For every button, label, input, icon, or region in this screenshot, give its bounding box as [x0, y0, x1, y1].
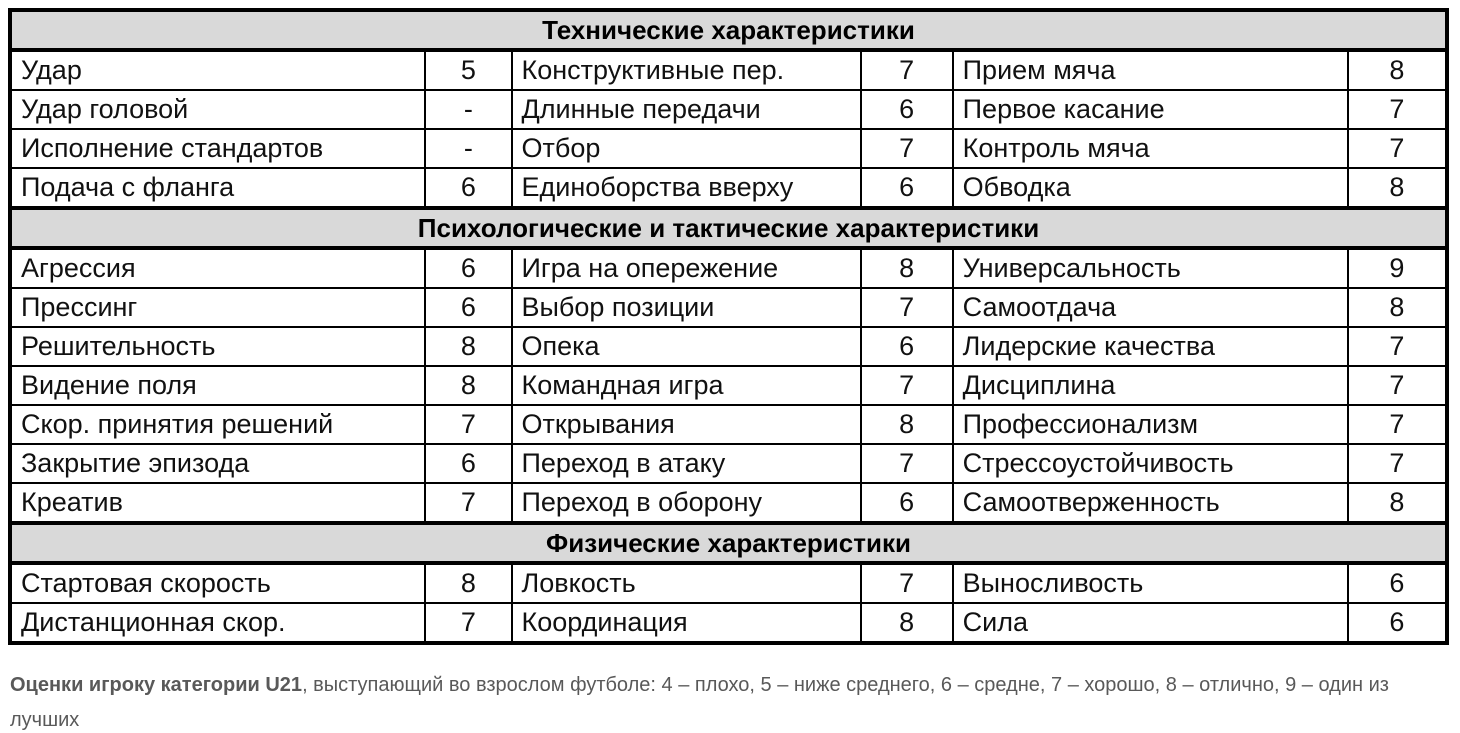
attribute-value: 8	[425, 563, 511, 603]
attribute-value: 7	[861, 129, 953, 168]
attribute-label: Дисциплина	[953, 366, 1348, 405]
attribute-value: 8	[861, 248, 953, 288]
attribute-label: Стрессоустойчивость	[953, 444, 1348, 483]
attribute-value: 6	[1348, 603, 1447, 643]
section-title: Технические характеристики	[10, 10, 1447, 50]
attribute-value: 8	[1348, 168, 1447, 208]
attribute-value: 7	[425, 603, 511, 643]
attribute-label: Контроль мяча	[953, 129, 1348, 168]
attribute-value: 6	[425, 288, 511, 327]
attribute-value: 8	[1348, 483, 1447, 523]
attribute-label: Стартовая скорость	[10, 563, 425, 603]
attribute-value: 5	[425, 50, 511, 90]
attribute-value: 8	[861, 603, 953, 643]
attribute-label: Отбор	[512, 129, 861, 168]
player-ratings-table	[8, 8, 1449, 645]
attribute-value: 7	[861, 288, 953, 327]
attribute-value: -	[425, 90, 511, 129]
table-row	[10, 288, 1447, 327]
table-row	[10, 405, 1447, 444]
section-header-row	[10, 10, 1447, 50]
attribute-label: Исполнение стандартов	[10, 129, 425, 168]
attribute-value: 8	[1348, 50, 1447, 90]
attribute-label: Самоотдача	[953, 288, 1348, 327]
table-row	[10, 483, 1447, 523]
attribute-value: 7	[861, 444, 953, 483]
attribute-value: 7	[425, 405, 511, 444]
attribute-label: Лидерские качества	[953, 327, 1348, 366]
attribute-value: 6	[1348, 563, 1447, 603]
attribute-label: Переход в атаку	[512, 444, 861, 483]
attribute-label: Агрессия	[10, 248, 425, 288]
section-title: Физические характеристики	[10, 523, 1447, 563]
attribute-value: 7	[1348, 444, 1447, 483]
attribute-value: 7	[1348, 90, 1447, 129]
attribute-value: 7	[425, 483, 511, 523]
table-row	[10, 444, 1447, 483]
attribute-value: 9	[1348, 248, 1447, 288]
attribute-value: 8	[861, 405, 953, 444]
attribute-value: 7	[861, 366, 953, 405]
attribute-label: Игра на опережение	[512, 248, 861, 288]
attribute-label: Профессионализм	[953, 405, 1348, 444]
attribute-value: 7	[861, 563, 953, 603]
attribute-value: 6	[861, 483, 953, 523]
attribute-value: 7	[861, 50, 953, 90]
attribute-label: Прием мяча	[953, 50, 1348, 90]
table-row	[10, 50, 1447, 90]
attribute-label: Координация	[512, 603, 861, 643]
attribute-value: 8	[425, 327, 511, 366]
attribute-value: 7	[1348, 366, 1447, 405]
attribute-label: Удар	[10, 50, 425, 90]
attribute-label: Креатив	[10, 483, 425, 523]
attribute-value: 7	[1348, 405, 1447, 444]
attribute-value: 6	[861, 168, 953, 208]
attribute-value: 6	[425, 444, 511, 483]
attribute-label: Удар головой	[10, 90, 425, 129]
attribute-label: Прессинг	[10, 288, 425, 327]
attribute-label: Дистанционная скор.	[10, 603, 425, 643]
table-row	[10, 129, 1447, 168]
attribute-label: Переход в оборону	[512, 483, 861, 523]
attribute-label: Командная игра	[512, 366, 861, 405]
table-row	[10, 563, 1447, 603]
attribute-label: Подача с фланга	[10, 168, 425, 208]
attribute-label: Сила	[953, 603, 1348, 643]
attribute-label: Обводка	[953, 168, 1348, 208]
section-title: Психологические и тактические характеристики	[10, 208, 1447, 248]
section-header-row	[10, 208, 1447, 248]
attribute-label: Длинные передачи	[512, 90, 861, 129]
attribute-label: Единоборства вверху	[512, 168, 861, 208]
table-row	[10, 248, 1447, 288]
attribute-value: 7	[1348, 129, 1447, 168]
attribute-value: 8	[1348, 288, 1447, 327]
table-row	[10, 168, 1447, 208]
attribute-label: Решительность	[10, 327, 425, 366]
attribute-label: Опека	[512, 327, 861, 366]
attribute-value: 8	[425, 366, 511, 405]
attribute-label: Универсальность	[953, 248, 1348, 288]
attribute-label: Самоотверженность	[953, 483, 1348, 523]
attribute-label: Открывания	[512, 405, 861, 444]
rating-scale-note	[10, 668, 1450, 733]
table-row	[10, 366, 1447, 405]
attribute-value: 7	[1348, 327, 1447, 366]
attribute-label: Ловкость	[512, 563, 861, 603]
attribute-label: Выносливость	[953, 563, 1348, 603]
rating-scale-note-bold: Оценки игроку категории U21	[10, 674, 303, 696]
table-row	[10, 603, 1447, 643]
attribute-value: 6	[861, 90, 953, 129]
rating-scale-note-rest: , выступающий во взрослом футболе: 4 – плохо, 5 – ниже среднего, 6 – средне, 7 – хорошо, 8 – отлично, 9 – один из лучших	[10, 674, 1389, 731]
table-row	[10, 90, 1447, 129]
attribute-label: Закрытие эпизода	[10, 444, 425, 483]
attribute-value: 6	[425, 248, 511, 288]
attribute-value: 6	[861, 327, 953, 366]
attribute-value: 6	[425, 168, 511, 208]
attribute-label: Первое касание	[953, 90, 1348, 129]
attribute-label: Конструктивные пер.	[512, 50, 861, 90]
attribute-label: Видение поля	[10, 366, 425, 405]
ratings-table-body	[10, 10, 1447, 643]
attribute-label: Выбор позиции	[512, 288, 861, 327]
attribute-label: Скор. принятия решений	[10, 405, 425, 444]
table-row	[10, 327, 1447, 366]
attribute-value: -	[425, 129, 511, 168]
section-header-row	[10, 523, 1447, 563]
